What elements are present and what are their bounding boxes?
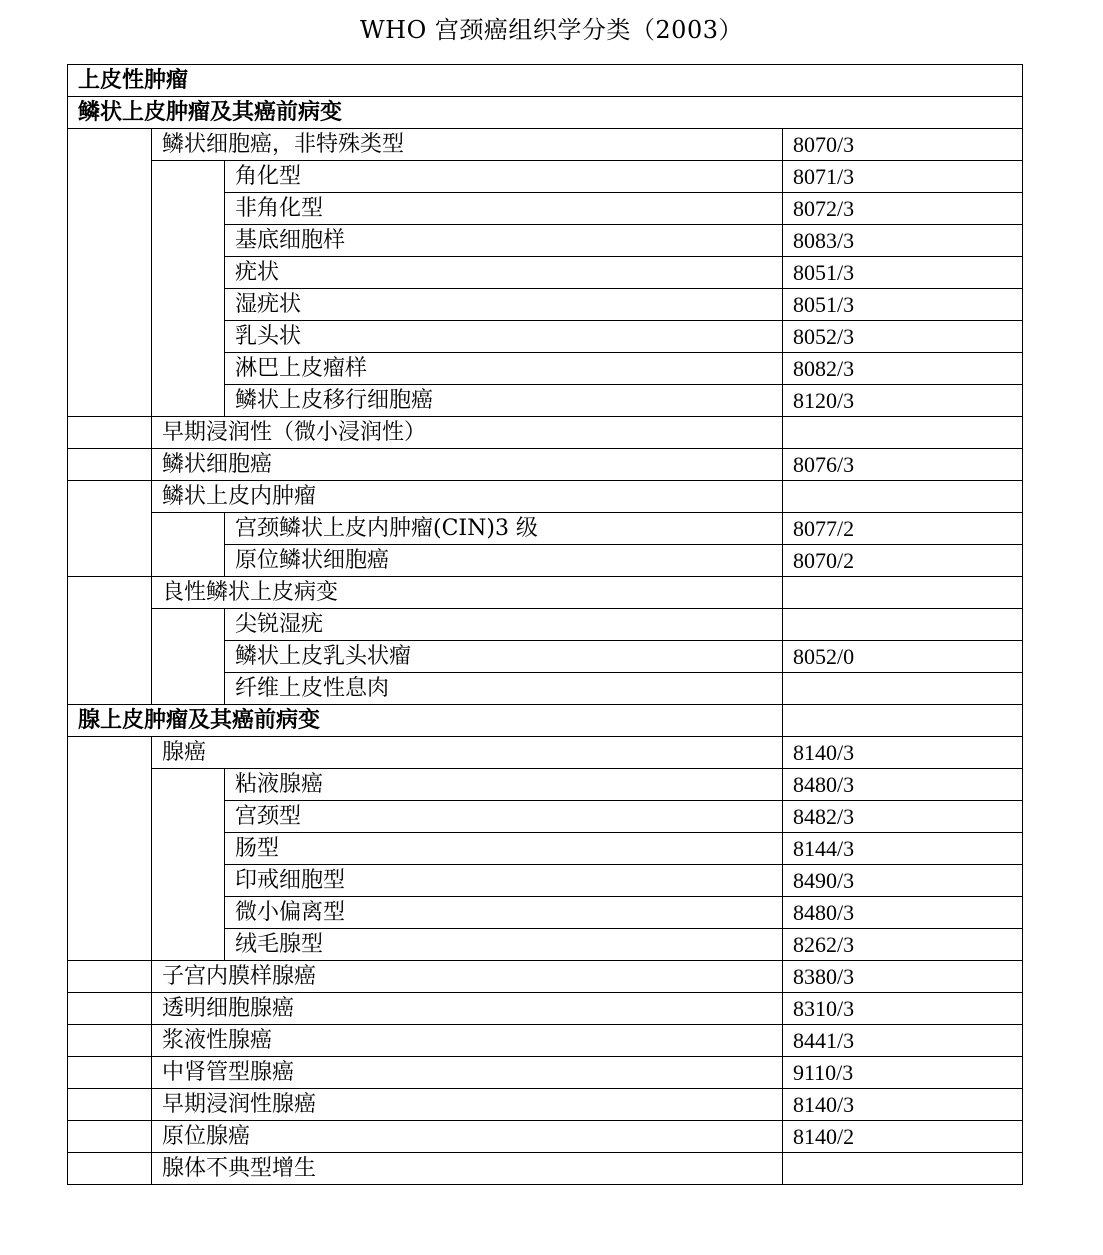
- icd-o-code-cell: 8140/2: [783, 1121, 1023, 1153]
- table-row: [68, 1057, 1023, 1089]
- indent-cell: [68, 961, 152, 993]
- icd-o-code-cell: 8051/3: [783, 289, 1023, 321]
- table-row: [68, 417, 1023, 449]
- icd-o-code-cell: 8480/3: [783, 897, 1023, 929]
- variant-label: 非角化型: [225, 193, 783, 225]
- variant-label: 乳头状: [225, 321, 783, 353]
- table-row: [68, 769, 1023, 801]
- indent-cell: [68, 1089, 152, 1121]
- table-row: [68, 1121, 1023, 1153]
- icd-o-code-cell: [783, 577, 1023, 609]
- table-row: [68, 161, 1023, 193]
- subtype-label: 良性鳞状上皮病变: [152, 577, 783, 609]
- variant-label: 粘液腺癌: [225, 769, 783, 801]
- icd-o-code-cell: 8262/3: [783, 929, 1023, 961]
- section-heading: 鳞状上皮肿瘤及其癌前病变: [68, 97, 1023, 129]
- table-row: [68, 1025, 1023, 1057]
- indent-cell: [152, 609, 225, 705]
- icd-o-code-cell: [783, 417, 1023, 449]
- variant-label: 尖锐湿疣: [225, 609, 783, 641]
- subtype-label: 早期浸润性（微小浸润性）: [152, 417, 783, 449]
- subtype-label: 鳞状上皮内肿瘤: [152, 481, 783, 513]
- variant-label: 印戒细胞型: [225, 865, 783, 897]
- indent-cell: [152, 769, 225, 961]
- indent-cell: [152, 161, 225, 417]
- icd-o-code-cell: [783, 1153, 1023, 1185]
- icd-o-code-cell: 9110/3: [783, 1057, 1023, 1089]
- icd-o-code-cell: 8071/3: [783, 161, 1023, 193]
- subtype-label: 早期浸润性腺癌: [152, 1089, 783, 1121]
- variant-label: 疣状: [225, 257, 783, 289]
- icd-o-code-cell: 8490/3: [783, 865, 1023, 897]
- table-body: [68, 65, 1023, 1185]
- indent-cell: [68, 417, 152, 449]
- variant-label: 湿疣状: [225, 289, 783, 321]
- variant-label: 宫颈鳞状上皮内肿瘤(CIN)3 级: [225, 513, 783, 545]
- page-title: WHO 宫颈癌组织学分类（2003）: [360, 16, 743, 44]
- variant-label: 角化型: [225, 161, 783, 193]
- indent-cell: [68, 481, 152, 577]
- variant-label: 原位鳞状细胞癌: [225, 545, 783, 577]
- indent-cell: [68, 737, 152, 961]
- icd-o-code-cell: 8052/3: [783, 321, 1023, 353]
- variant-label: 微小偏离型: [225, 897, 783, 929]
- table-row: [68, 961, 1023, 993]
- variant-label: 鳞状上皮乳头状瘤: [225, 641, 783, 673]
- icd-o-code-cell: 8144/3: [783, 833, 1023, 865]
- table-row: [68, 609, 1023, 641]
- indent-cell: [152, 513, 225, 577]
- variant-label: 绒毛腺型: [225, 929, 783, 961]
- icd-o-code-cell: 8070/2: [783, 545, 1023, 577]
- icd-o-code-cell: 8072/3: [783, 193, 1023, 225]
- icd-o-code-cell: [783, 481, 1023, 513]
- section-heading-row: [68, 65, 1023, 97]
- table-row: [68, 513, 1023, 545]
- indent-cell: [68, 993, 152, 1025]
- icd-o-code-cell: 8140/3: [783, 737, 1023, 769]
- section-heading: 上皮性肿瘤: [68, 65, 1023, 97]
- section-heading-row: [68, 97, 1023, 129]
- icd-o-code-cell: 8140/3: [783, 1089, 1023, 1121]
- subtype-label: 子宫内膜样腺癌: [152, 961, 783, 993]
- subtype-label: 鳞状细胞癌，非特殊类型: [152, 129, 783, 161]
- variant-label: 纤维上皮性息肉: [225, 673, 783, 705]
- icd-o-code-cell: 8380/3: [783, 961, 1023, 993]
- subtype-label: 腺癌: [152, 737, 783, 769]
- section-heading-row: [68, 705, 1023, 737]
- section-heading: 腺上皮肿瘤及其癌前病变: [68, 705, 783, 737]
- indent-cell: [68, 1153, 152, 1185]
- icd-o-code-cell: 8480/3: [783, 769, 1023, 801]
- icd-o-code-cell: 8077/2: [783, 513, 1023, 545]
- indent-cell: [68, 129, 152, 417]
- icd-o-code-cell: 8070/3: [783, 129, 1023, 161]
- indent-cell: [68, 1025, 152, 1057]
- table-row: [68, 577, 1023, 609]
- icd-o-code-cell: 8482/3: [783, 801, 1023, 833]
- icd-o-code-cell: [783, 609, 1023, 641]
- icd-o-code-cell: 8052/0: [783, 641, 1023, 673]
- icd-o-code-cell: 8441/3: [783, 1025, 1023, 1057]
- table-row: [68, 1089, 1023, 1121]
- subtype-label: 鳞状细胞癌: [152, 449, 783, 481]
- classification-table: [67, 64, 1023, 1185]
- table-row: [68, 1153, 1023, 1185]
- indent-cell: [68, 577, 152, 705]
- variant-label: 肠型: [225, 833, 783, 865]
- icd-o-code-cell: 8120/3: [783, 385, 1023, 417]
- icd-o-code-cell: 8083/3: [783, 225, 1023, 257]
- table-row: [68, 737, 1023, 769]
- subtype-label: 透明细胞腺癌: [152, 993, 783, 1025]
- icd-o-code-cell: 8082/3: [783, 353, 1023, 385]
- table-row: [68, 993, 1023, 1025]
- indent-cell: [68, 1121, 152, 1153]
- icd-o-code-cell: 8076/3: [783, 449, 1023, 481]
- variant-label: 淋巴上皮瘤样: [225, 353, 783, 385]
- indent-cell: [68, 449, 152, 481]
- table-row: [68, 449, 1023, 481]
- subtype-label: 原位腺癌: [152, 1121, 783, 1153]
- icd-o-code-cell: 8310/3: [783, 993, 1023, 1025]
- variant-label: 鳞状上皮移行细胞癌: [225, 385, 783, 417]
- table-row: [68, 129, 1023, 161]
- subtype-label: 浆液性腺癌: [152, 1025, 783, 1057]
- subtype-label: 中肾管型腺癌: [152, 1057, 783, 1089]
- variant-label: 宫颈型: [225, 801, 783, 833]
- variant-label: 基底细胞样: [225, 225, 783, 257]
- icd-o-code-cell: 8051/3: [783, 257, 1023, 289]
- table-row: [68, 481, 1023, 513]
- subtype-label: 腺体不典型增生: [152, 1153, 783, 1185]
- indent-cell: [68, 1057, 152, 1089]
- icd-o-code-cell: [783, 705, 1023, 737]
- icd-o-code-cell: [783, 673, 1023, 705]
